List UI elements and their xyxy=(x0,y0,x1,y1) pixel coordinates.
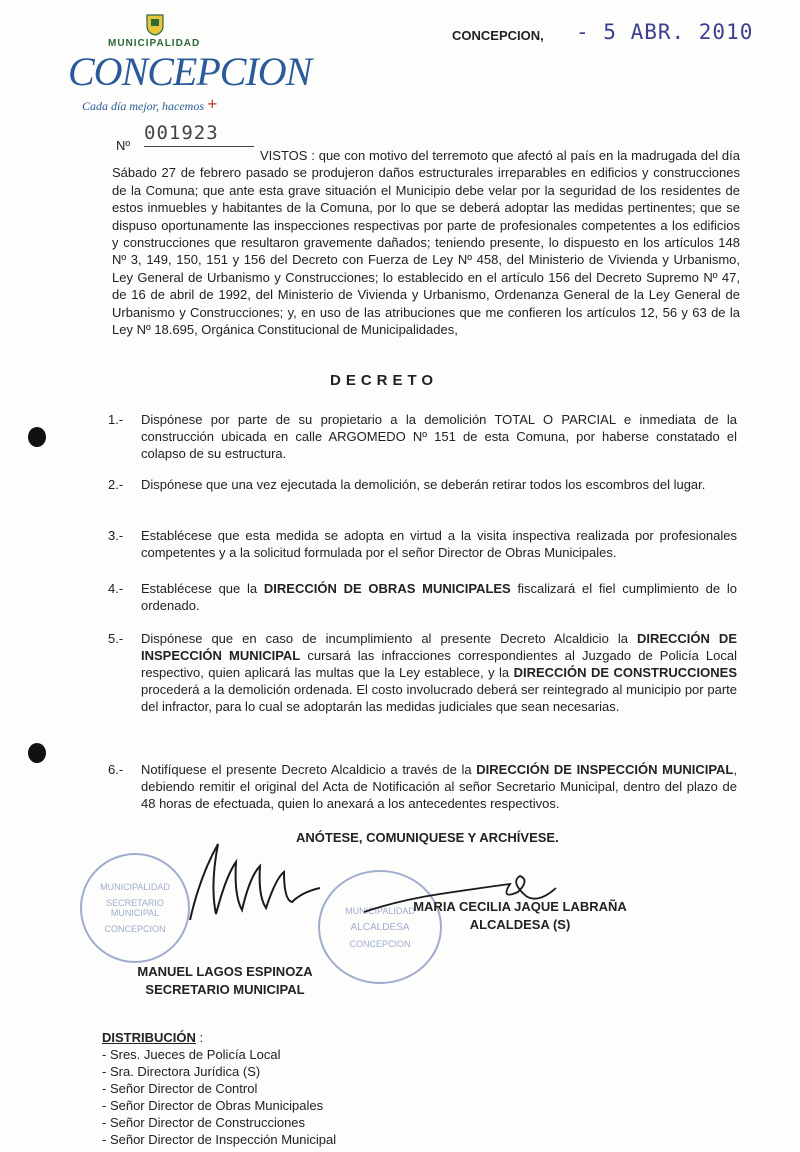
document-city: CONCEPCION, xyxy=(452,28,544,43)
distribution-list: DISTRIBUCIÓN : - Sres. Jueces de Policía Local - Sra. Directora Jurídica (S) - Señor Director de Control - Señor Director de Obras Municipales - Señor Director de Construcciones - Señor Director de Inspección Municipal xyxy=(102,1030,337,1147)
logo-slogan: Cada día mejor, hacemos + xyxy=(82,94,218,114)
list-item: - Señor Director de Inspección Municipal xyxy=(102,1132,337,1147)
secretary-signature-block xyxy=(120,963,330,999)
logo-municipalidad: MUNICIPALIDAD xyxy=(108,38,201,49)
binder-hole xyxy=(28,427,46,447)
decree-number-label: Nº xyxy=(116,138,131,153)
vistos-text: VISTOS : que con motivo del terremoto que afectó al país en la madrugada del día Sábado 27 de febrero pasado se produjeron daños estructurales irreparables en edificios y construcciones de la Comuna; que ante esta grave situación el Municipio debe velar por la seguridad de los residentes de estos inmuebles y habitantes de la Comuna, por lo que se deberá adoptar las medidas pertinentes; que se dispuso oportunamente las inspecciones respectivas por parte de profesionales competentes a los edificios y construcciones que resultaron gravemente dañados; teniendo presente, lo dispuesto en los artículos 148 Nº 3, 149, 150, 151 y 156 del Decreto con Fuerza de Ley Nº 458, del Ministerio de Vivienda y Urbanismo, Ley General de Urbanismo y Construcciones; lo establecido en el artículo 156 del Decreto Supremo Nº 47, de 16 de abril de 1992, del Ministerio de Vivienda y Urbanismo, Ordenanza General de la Ley General de Urbanismo y Construcciones; y, en uso de las atribuciones que me confieren los artículos 12, 56 y 63 de la Ley Nº 18.695, Orgánica Constitucional de Municipalidades, xyxy=(112,148,740,338)
secretary-seal: MUNICIPALIDAD SECRETARIO MUNICIPAL CONCEPCION xyxy=(80,853,190,963)
mayor-signature-block xyxy=(400,898,640,934)
secretary-title: SECRETARIO MUNICIPAL xyxy=(145,982,305,997)
binder-hole xyxy=(28,743,46,763)
closing-formula: ANÓTESE, COMUNIQUESE Y ARCHÍVESE. xyxy=(296,830,559,845)
coat-of-arms-icon xyxy=(146,14,164,36)
plus-icon: + xyxy=(207,94,218,114)
mayor-title: ALCALDESA (S) xyxy=(469,917,571,932)
list-item: - Señor Director de Obras Municipales xyxy=(102,1098,324,1113)
vistos-paragraph xyxy=(112,147,740,338)
list-item: - Señor Director de Control xyxy=(102,1081,258,1096)
logo-word: CONCEPCION xyxy=(68,49,312,94)
list-item: - Sra. Directora Jurídica (S) xyxy=(102,1064,261,1079)
decreto-heading: DECRETO xyxy=(330,372,439,389)
distribution-heading: DISTRIBUCIÓN xyxy=(102,1030,196,1045)
list-item: - Señor Director de Construcciones xyxy=(102,1115,306,1130)
decree-number: 001923 xyxy=(144,122,254,147)
mayor-seal: MUNICIPALIDAD ALCALDESA CONCEPCION xyxy=(318,870,442,984)
secretary-name: MANUEL LAGOS ESPINOZA xyxy=(137,964,313,979)
mayor-name: MARIA CECILIA JAQUE LABRAÑA xyxy=(413,899,627,914)
municipality-logo xyxy=(68,14,312,124)
date-stamp: - 5 ABR. 2010 xyxy=(576,20,754,44)
secretary-signature xyxy=(180,836,340,926)
list-item: - Sres. Jueces de Policía Local xyxy=(102,1047,281,1062)
